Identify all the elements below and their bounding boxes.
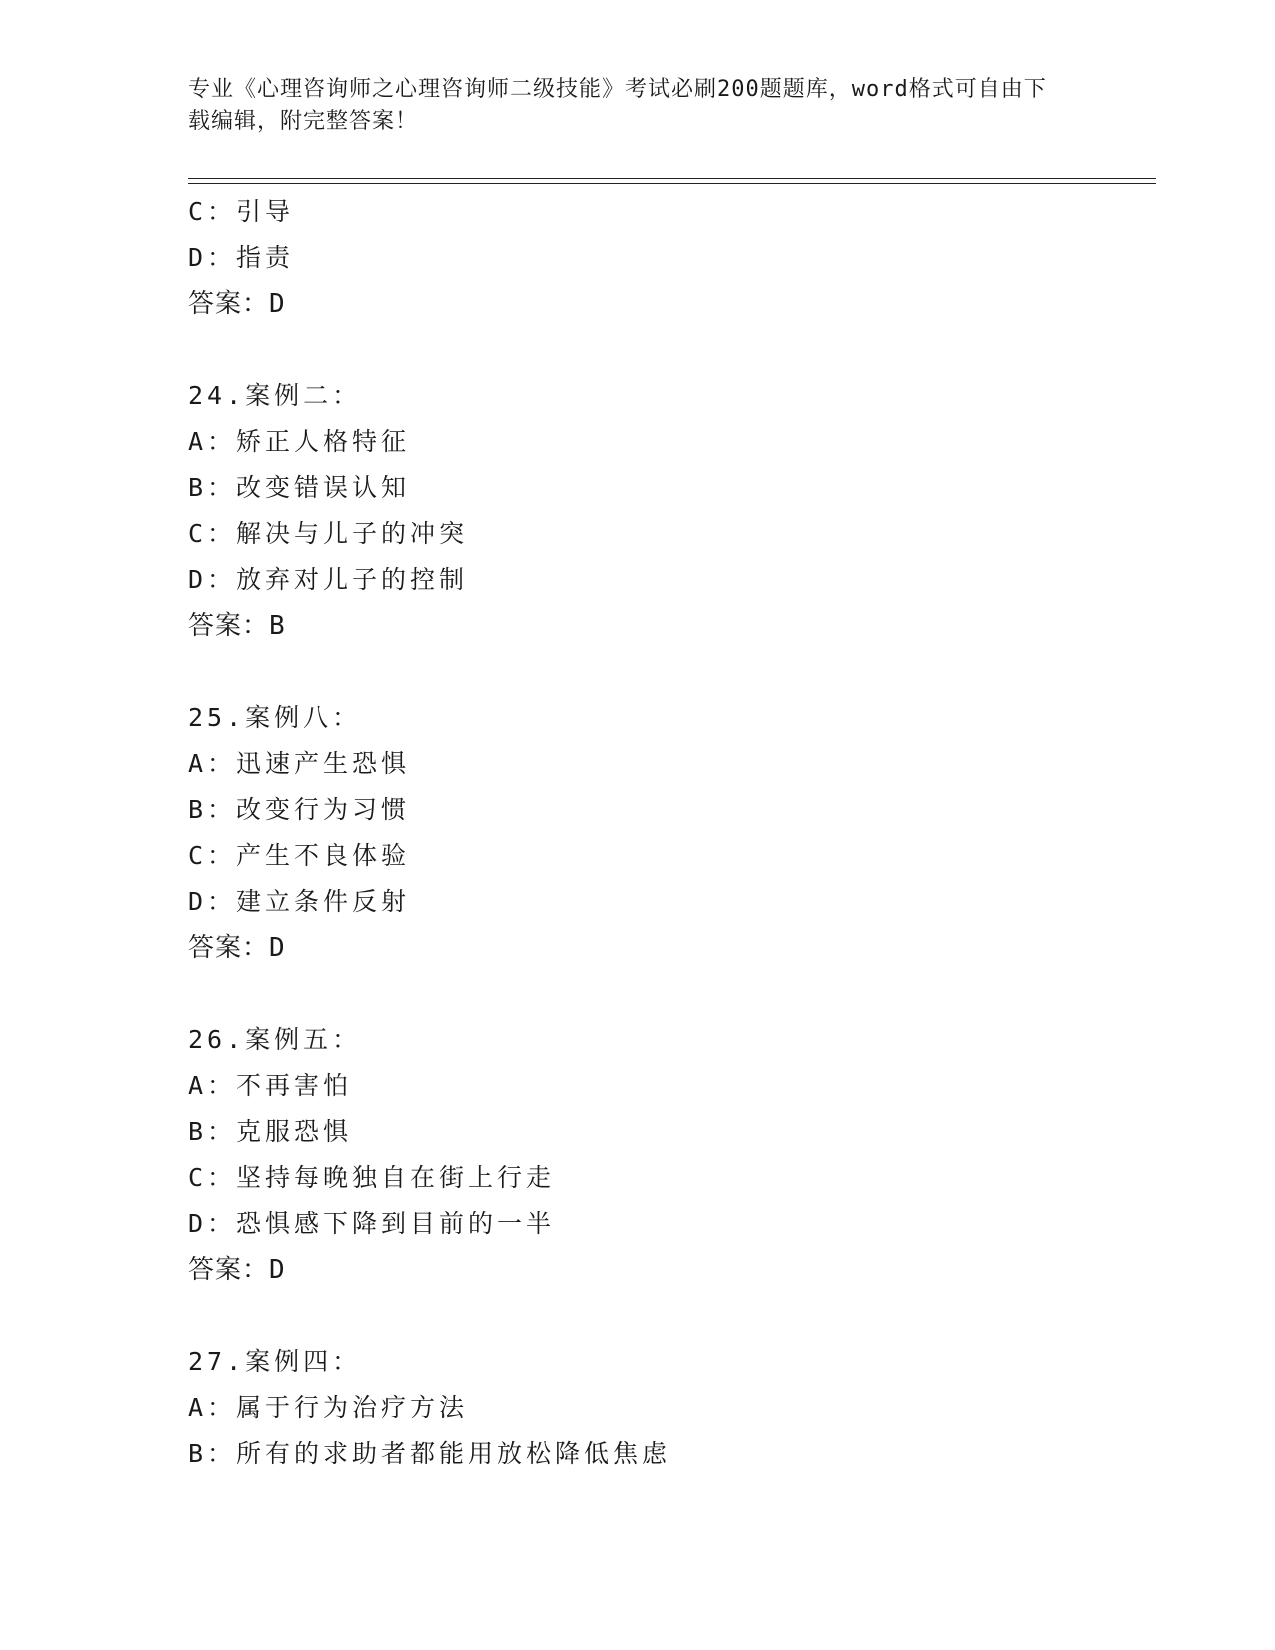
option-c: C：产生不良体验 [188,841,411,870]
option-b: B：所有的求助者都能用放松降低焦虑 [188,1439,672,1468]
spacer [188,327,1156,373]
spacer [188,1293,1156,1339]
header-text: 专业《心理咨询师之心理咨询师二级技能》考试必刷200题题库，word格式可自由下载编辑，附完整答案！ [188,77,1047,134]
option-d: D：放弃对儿子的控制 [188,565,469,594]
question-title: 26.案例五： [188,1025,362,1054]
answer-line: 答案：D [188,1255,286,1285]
option-c: C：坚持每晚独自在街上行走 [188,1163,556,1192]
option-c: C：解决与儿子的冲突 [188,519,469,548]
header-rule-bottom [188,183,1156,184]
option-b: B：克服恐惧 [188,1117,353,1146]
question-content [188,189,1156,1477]
header-rule-top [188,178,1156,179]
question-title: 27.案例四： [188,1347,362,1376]
option-a: A：属于行为治疗方法 [188,1393,469,1422]
document-header [188,74,1068,138]
option-d: D：指责 [188,243,295,272]
option-d: D：建立条件反射 [188,887,411,916]
question-title: 25.案例八： [188,703,362,732]
option-a: A：不再害怕 [188,1071,353,1100]
spacer [188,971,1156,1017]
answer-line: 答案：D [188,289,286,319]
option-b: B：改变行为习惯 [188,795,411,824]
question-title: 24.案例二： [188,381,362,410]
option-d: D：恐惧感下降到目前的一半 [188,1209,556,1238]
option-c: C：引导 [188,197,295,226]
option-a: A：矫正人格特征 [188,427,411,456]
option-b: B：改变错误认知 [188,473,411,502]
answer-line: 答案：D [188,933,286,963]
spacer [188,649,1156,695]
answer-line: 答案：B [188,611,286,641]
option-a: A：迅速产生恐惧 [188,749,411,778]
